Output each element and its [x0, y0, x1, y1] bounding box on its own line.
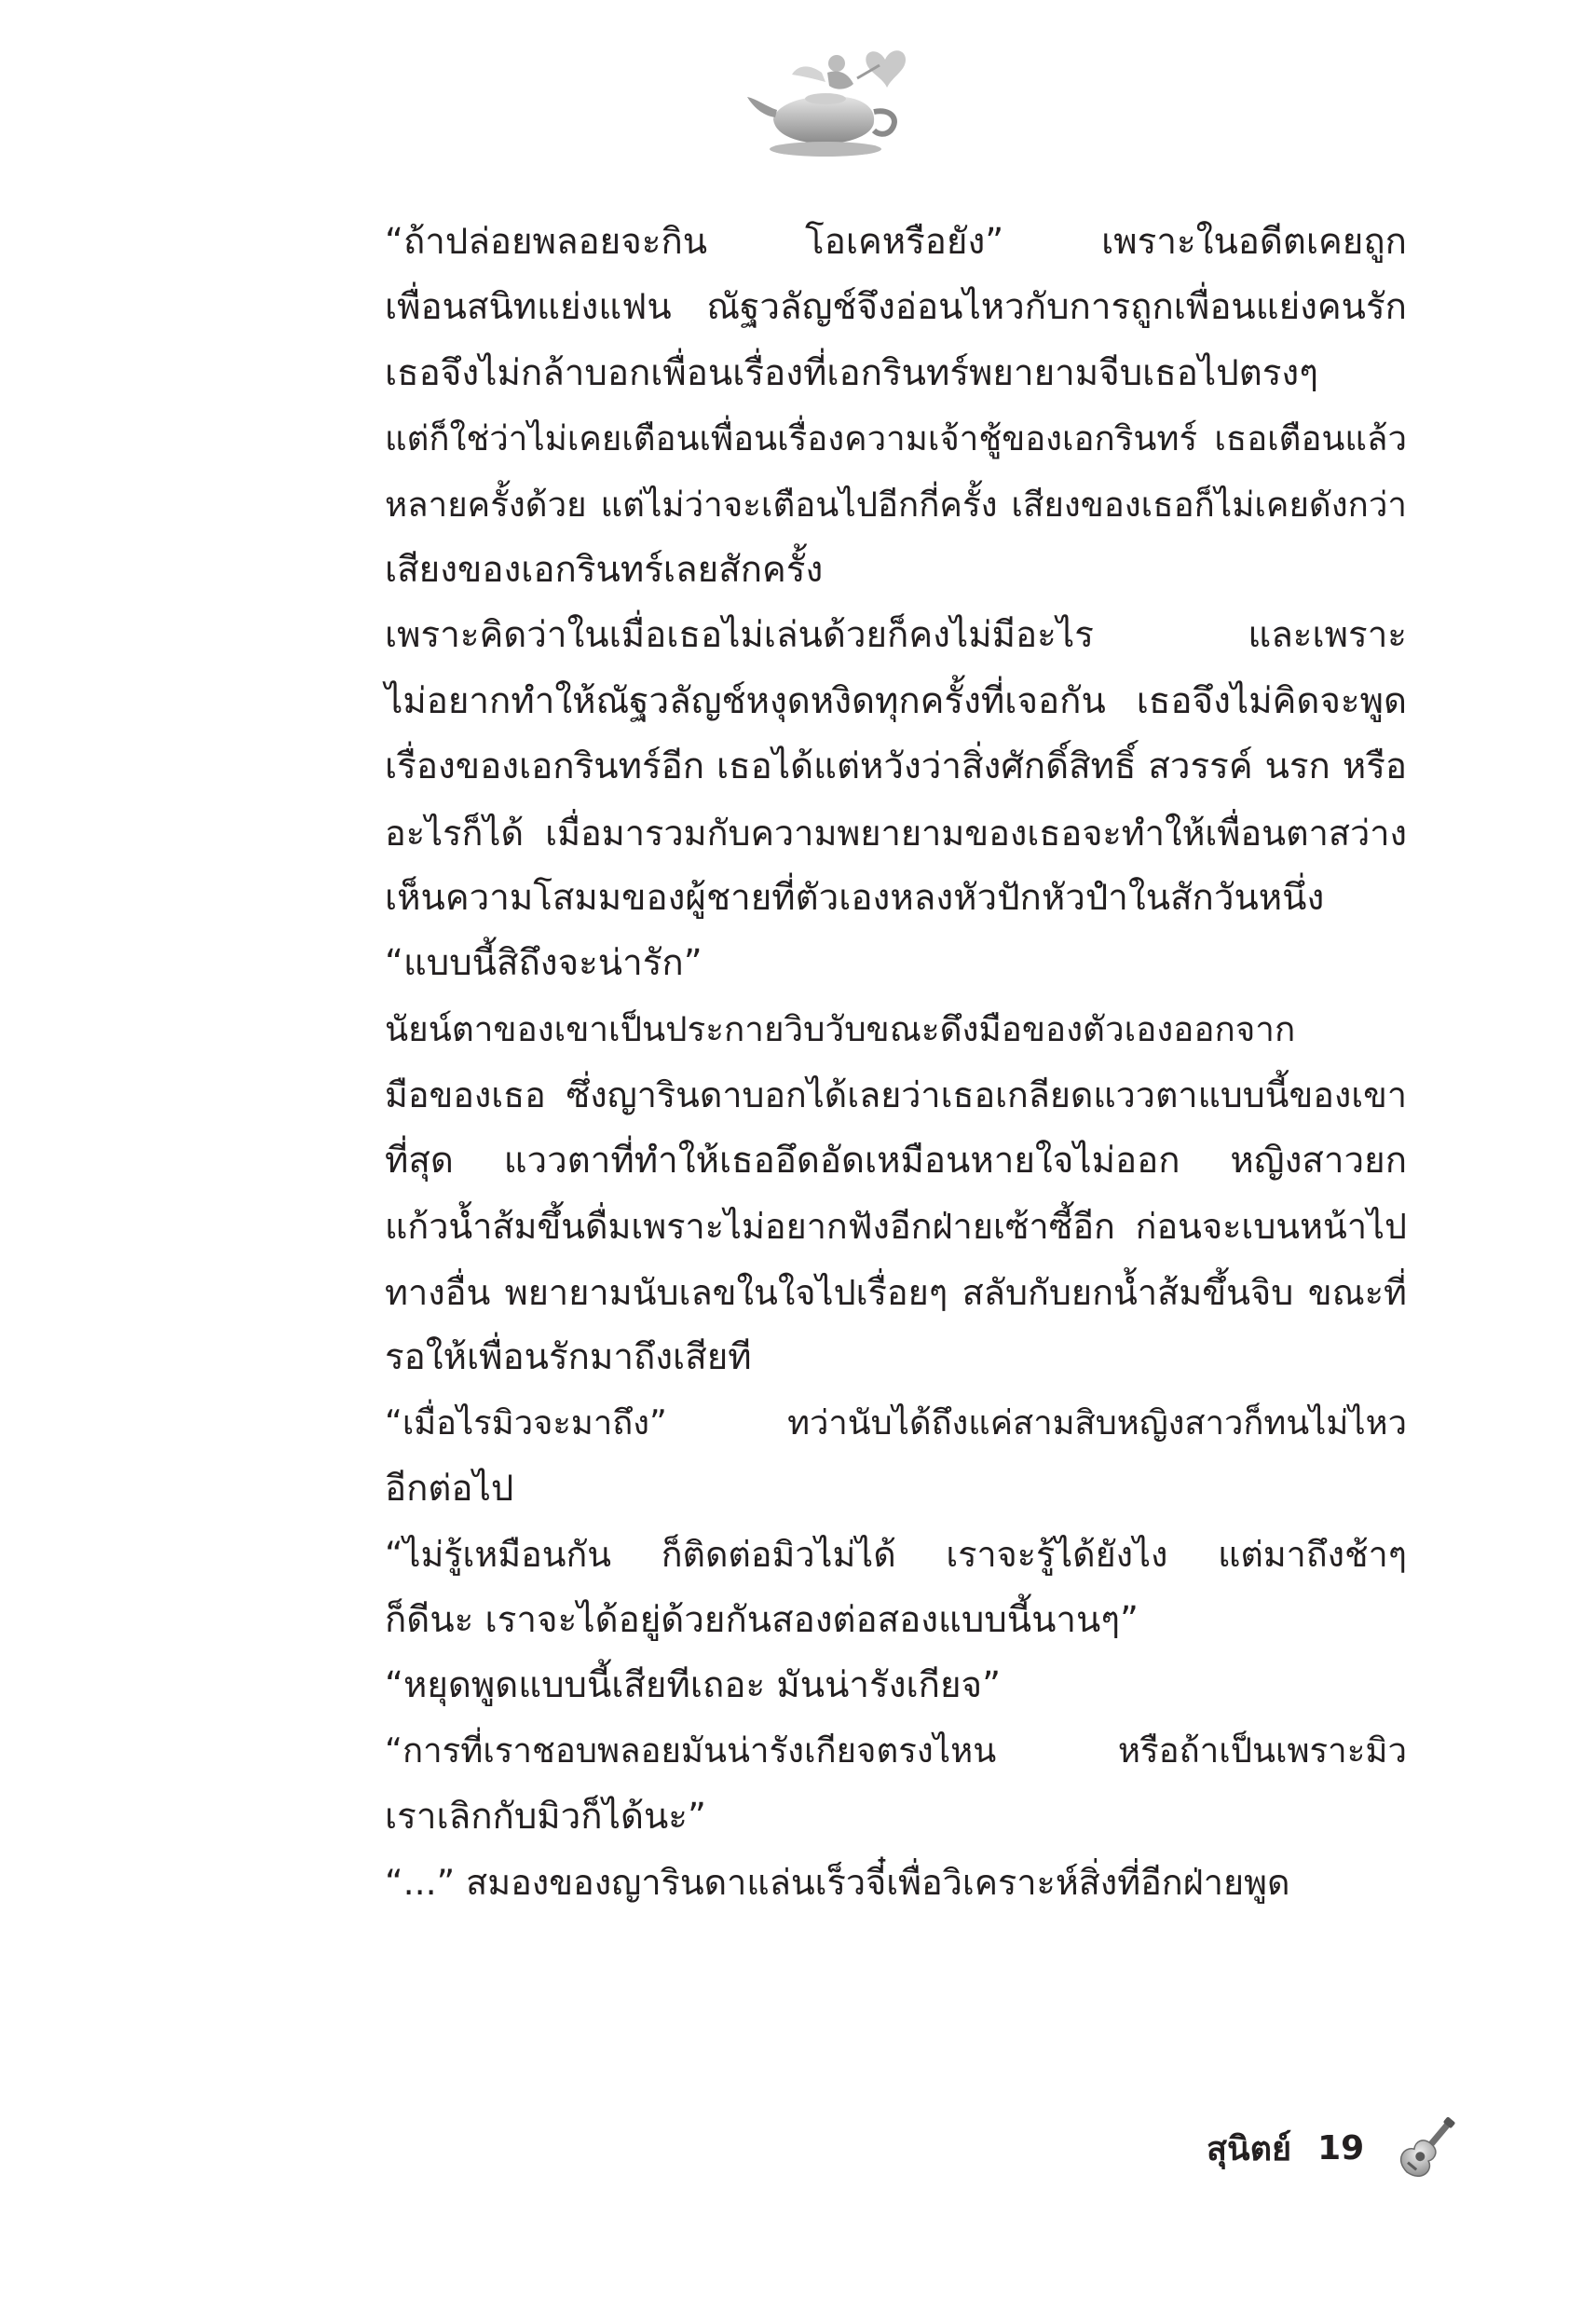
chapter-text: [275, 210, 1407, 1916]
text-line: เรื่องของเอกรินทร์อีก เธอได้แต่หวังว่าสิ่งศักดิ์สิทธิ์ สวรรค์ นรก หรือ: [385, 745, 1407, 788]
text-line: “เมื่อไรมิวจะมาถึง” ทว่านับได้ถึงแค่สามสิบหญิงสาวก็ทนไม่ไหว: [385, 1402, 1407, 1443]
text-line: เพราะคิดว่าในเมื่อเธอไม่เล่นด้วยก็คงไม่มีอะไร และเพราะ: [385, 614, 1407, 657]
text-line: อะไรก็ได้ เมื่อมารวมกับความพยายามของเธอจะทำให้เพื่อนตาสว่าง: [385, 812, 1407, 854]
text-line: เราเลิกกับมิวก็ได้นะ”: [385, 1795, 706, 1838]
paragraph: [275, 1718, 1407, 1850]
text-line: หลายครั้งด้วย แต่ไม่ว่าจะเตือนไปอีกกี่ครั้ง เสียงของเธอก็ไม่เคยดังกว่า: [385, 484, 1407, 525]
text-line: “ไม่รู้เหมือนกัน ก็ติดต่อมิวไม่ได้ เราจะรู้ได้ยังไง แต่มาถึงช้าๆ: [385, 1534, 1407, 1576]
text-line: เพื่อนสนิทแย่งแฟน ณัฐวลัญช์จึงอ่อนไหวกับการถูกเพื่อนแย่งคนรัก: [385, 286, 1407, 329]
text-line: แต่ก็ใช่ว่าไม่เคยเตือนเพื่อนเรื่องความเจ้าชู้ของเอกรินทร์ เธอเตือนแล้ว: [385, 418, 1407, 459]
text-line: “การที่เราชอบพลอยมันน่ารังเกียจตรงไหน หรือถ้าเป็นเพราะมิว: [385, 1730, 1407, 1771]
page-footer: [1207, 2111, 1465, 2185]
text-line: เห็นความโสมมของผู้ชายที่ตัวเองหลงหัวปักหัวปำในสักวันหนึ่ง: [385, 877, 1325, 920]
page-number: 19: [1317, 2128, 1365, 2167]
text-line: เธอจึงไม่กล้าบอกเพื่อนเรื่องที่เอกรินทร์พยายามจีบเธอไปตรงๆ: [385, 351, 1318, 394]
text-line: แก้วน้ำส้มขึ้นดื่มเพราะไม่อยากฟังอีกฝ่ายเซ้าซี้อีก ก่อนจะเบนหน้าไป: [385, 1206, 1407, 1248]
text-line: อีกต่อไป: [385, 1467, 514, 1510]
text-line: ทางอื่น พยายามนับเลขในใจไปเรื่อยๆ สลับกับยกน้ำส้มขึ้นจิบ ขณะที่: [385, 1271, 1407, 1313]
text-line: “...” สมองของญารินดาแล่นเร็วจี๋เพื่อวิเคราะห์สิ่งที่อีกฝ่ายพูด: [385, 1862, 1290, 1904]
text-line: “หยุดพูดแบบนี้เสียทีเถอะ มันน่ารังเกียจ”: [385, 1663, 1002, 1706]
text-line: รอให้เพื่อนรักมาถึงเสียที: [385, 1335, 752, 1378]
author-name: สุนิตย์: [1207, 2129, 1292, 2168]
paragraph: [275, 1522, 1407, 1653]
paragraph: [275, 210, 1407, 603]
text-line: “แบบนี้สิถึงจะน่ารัก”: [385, 942, 703, 985]
cupid-teapot-ornament-icon: [745, 37, 913, 168]
text-line: เสียงของเอกรินทร์เลยสักครั้ง: [385, 549, 824, 592]
text-line: มือของเธอ ซึ่งญารินดาบอกได้เลยว่าเธอเกลียดแววตาแบบนี้ของเขา: [385, 1074, 1407, 1116]
text-line: นัยน์ตาของเขาเป็นประกายวิบวับขณะดึงมือของตัวเองออกจาก: [385, 1008, 1296, 1049]
paragraph: [275, 1850, 1407, 1915]
text-line: ไม่อยากทำให้ณัฐวลัญช์หงุดหงิดทุกครั้งที่เจอกัน เธอจึงไม่คิดจะพูด: [385, 679, 1407, 722]
text-line: ที่สุด แววตาที่ทำให้เธออึดอัดเหมือนหายใจไม่ออก หญิงสาวยก: [385, 1139, 1407, 1182]
text-line: “ถ้าปล่อยพลอยจะกิน โอเคหรือยัง” เพราะในอดีตเคยถูก: [385, 221, 1407, 263]
paragraph: [275, 1653, 1407, 1718]
paragraph: [275, 1390, 1407, 1522]
paragraph: [275, 603, 1407, 931]
text-line: ก็ดีนะ เราจะได้อยู่ด้วยกันสองต่อสองแบบนี้นานๆ”: [385, 1598, 1139, 1641]
guitar-icon: [1390, 2111, 1465, 2185]
paragraph: [275, 931, 1407, 996]
paragraph: [275, 997, 1407, 1390]
